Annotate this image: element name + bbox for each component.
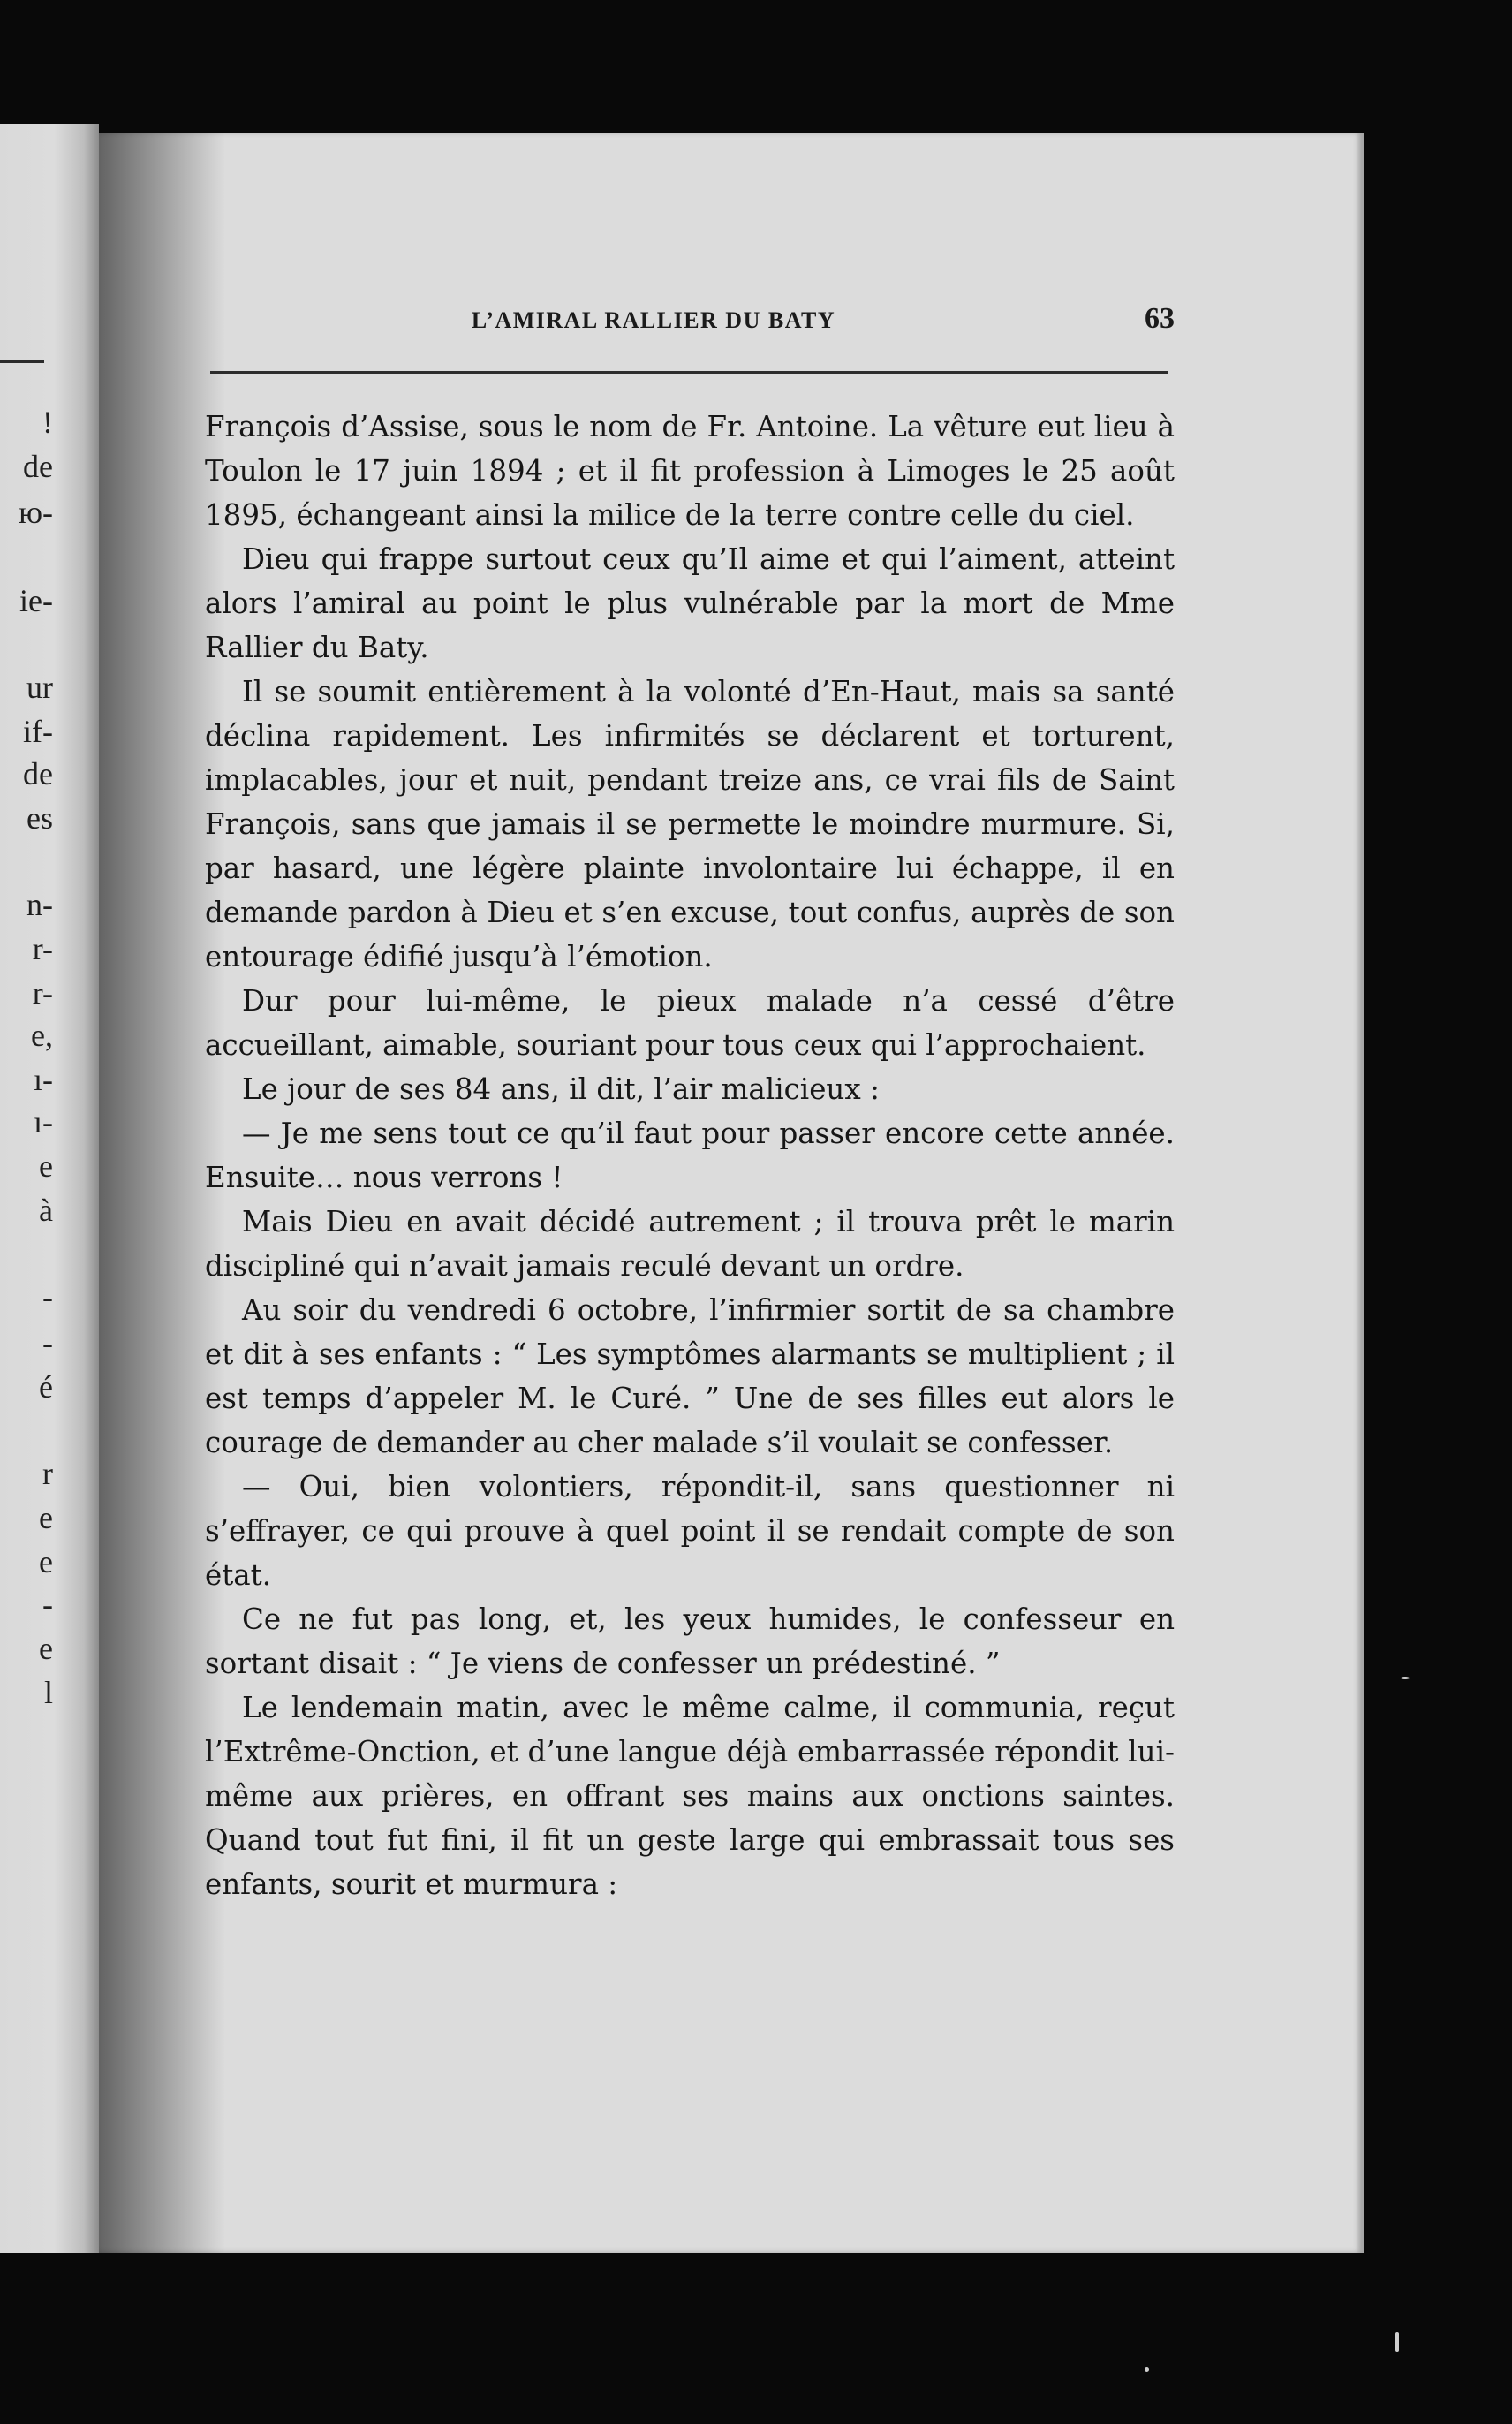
header-rule [210, 371, 1168, 374]
paragraph: Dieu qui frappe surtout ceux qu’Il aime et qui l’aiment, atteint alors l’amiral au point le plus vulnérable par la mort de Mme Rallier du Baty. [205, 542, 1175, 664]
previous-page-fragment: ur [26, 670, 53, 705]
previous-page-fragment: if- [23, 714, 53, 749]
previous-page-fragment: e [39, 1631, 53, 1666]
previous-page-fragment: - [42, 1279, 53, 1314]
previous-page-fragment: ı- [34, 1104, 53, 1140]
paragraph: Le lendemain matin, avec le même calme, il communia, reçut l’Extrême-Onction, et d’une langue déjà embarrassée répondit lui-même aux prières, en offrant ses mains aux onctions saintes. Quand tout fut fini, il fit un geste large qui embrassait tous ses enfants, sourit et murmura : [205, 1691, 1175, 1901]
previous-page-fragment: e, [31, 1018, 53, 1053]
previous-page-fragment: ie- [19, 583, 53, 618]
previous-page-fragment: l [43, 1675, 53, 1710]
previous-page-fragment: r [42, 1456, 53, 1491]
paragraph: Il se soumit entièrement à la volonté d’En-Haut, mais sa santé déclina rapidement. Les infirmités se déclarent et torturent, implacables, jour et nuit, pendant treize ans, ce vrai fils de Saint François, sans que jamais il se permette le moindre murmure. Si, par hasard, une légère plainte involontaire lui échappe, il en demande pardon à Dieu et s’en excuse, tout confus, auprès de son entourage édifié jusqu’à l’émotion. [205, 675, 1175, 973]
dust-speck [1395, 2332, 1399, 2352]
previous-page-fragment: à [39, 1193, 53, 1228]
paragraph: Au soir du vendredi 6 octobre, l’infirmier sortit de sa chambre et dit à ses enfants : “ Les symptômes alarmants se multiplient ; il est temps d’appeler M. le Curé. ” Une de ses filles eut alors le courage de demander au cher malade s’il voulait se confesser. [205, 1293, 1175, 1459]
previous-page-fragment: ı- [34, 1062, 53, 1097]
page-number: 63 [1145, 302, 1175, 335]
previous-page-fragment: de [23, 756, 53, 792]
previous-page-fragment: r- [32, 975, 53, 1011]
previous-page-fragment: e [39, 1500, 53, 1535]
previous-page-fragment: - [42, 1587, 53, 1622]
previous-page-rule [0, 360, 44, 363]
previous-page-fragment: é [39, 1369, 53, 1405]
previous-page-fragment: n- [26, 887, 53, 922]
previous-page-fragment: r- [32, 931, 53, 966]
previous-page-fragment: de [23, 449, 53, 484]
paragraph: Le jour de ses 84 ans, il dit, l’air malicieux : [242, 1072, 880, 1106]
running-title: L’AMIRAL RALLIER DU BATY [471, 307, 836, 333]
previous-page-fragment: ю- [19, 495, 53, 530]
running-head [212, 302, 1175, 346]
previous-page-fragment: e [39, 1544, 53, 1579]
paragraph: Ce ne fut pas long, et, les yeux humides, le confesseur en sortant disait : “ Je viens de confesser un prédestiné. ” [205, 1602, 1175, 1680]
previous-page-fragment: e [39, 1148, 53, 1184]
dust-speck [1145, 2367, 1149, 2372]
paragraph: — Je me sens tout ce qu’il faut pour passer encore cette année. Ensuite… nous verrons ! [205, 1117, 1175, 1194]
previous-page-fragment: ! [42, 405, 53, 440]
dust-speck [1401, 1677, 1410, 1679]
paragraph: Mais Dieu en avait décidé autrement ; il trouva prêt le marin discipliné qui n’avait jamais reculé devant un ordre. [205, 1205, 1175, 1283]
paragraph: François d’Assise, sous le nom de Fr. Antoine. La vêture eut lieu à Toulon le 17 juin 1894 ; et il fit profession à Limoges le 25 août 1895, échangeant ainsi la milice de la terre contre celle du ciel. [205, 410, 1175, 532]
previous-page-fragment: - [42, 1325, 53, 1360]
previous-page-fragment: es [26, 800, 53, 836]
page-body-text [205, 405, 1175, 1906]
previous-page-edge [0, 124, 99, 2253]
paragraph: — Oui, bien volontiers, répondit-il, sans questionner ni s’effrayer, ce qui prouve à quel point il se rendait compte de son état. [205, 1470, 1175, 1592]
paragraph: Dur pour lui-même, le pieux malade n’a cessé d’être accueillant, aimable, souriant pour tous ceux qui l’approchaient. [205, 984, 1175, 1062]
